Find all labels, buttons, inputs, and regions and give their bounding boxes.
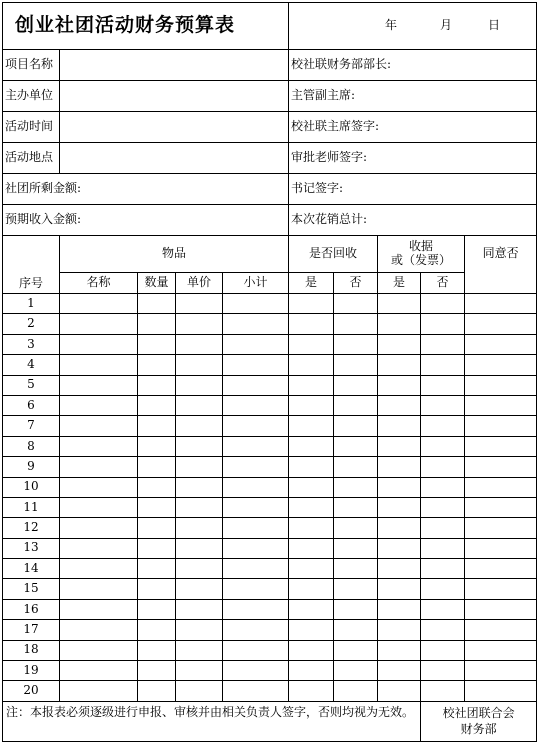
receipt-yes-cell[interactable] — [378, 375, 421, 395]
returned-yes-cell[interactable] — [289, 416, 334, 436]
name-cell[interactable] — [60, 559, 138, 579]
price-cell[interactable] — [176, 620, 223, 640]
name-cell[interactable] — [60, 661, 138, 681]
agree-cell[interactable] — [465, 294, 537, 314]
price-cell[interactable] — [176, 436, 223, 456]
info-row — [3, 174, 537, 205]
table-row — [3, 579, 537, 599]
price-cell[interactable] — [176, 375, 223, 395]
col-qty-header: 数量 — [138, 273, 176, 294]
price-cell[interactable] — [176, 314, 223, 334]
agree-cell[interactable] — [465, 538, 537, 558]
returned-no-cell[interactable] — [334, 640, 378, 660]
receipt-no-cell[interactable] — [421, 334, 465, 354]
price-cell[interactable] — [176, 416, 223, 436]
price-cell[interactable] — [176, 599, 223, 619]
row-number: 8 — [3, 436, 60, 456]
form-title: 创业社团活动财务预算表 — [3, 3, 289, 50]
col-receipt-no-header: 否 — [421, 273, 465, 294]
row-number: 10 — [3, 477, 60, 497]
item-rows — [3, 294, 537, 702]
returned-no-cell[interactable] — [334, 559, 378, 579]
subtotal-cell[interactable] — [223, 661, 289, 681]
returned-no-cell[interactable] — [334, 681, 378, 701]
subtotal-cell[interactable] — [223, 294, 289, 314]
receipt-no-cell[interactable] — [421, 518, 465, 538]
agree-header: 同意否 — [465, 236, 537, 294]
price-cell[interactable] — [176, 294, 223, 314]
info-label: 主办单位 — [3, 81, 60, 112]
receipt-no-cell[interactable] — [421, 538, 465, 558]
table-row — [3, 559, 537, 579]
row-number: 18 — [3, 640, 60, 660]
receipt-yes-cell[interactable] — [378, 640, 421, 660]
receipt-header — [378, 236, 465, 273]
subtotal-cell[interactable] — [223, 395, 289, 415]
subtotal-cell[interactable] — [223, 681, 289, 701]
agree-cell[interactable] — [465, 375, 537, 395]
info-row — [3, 50, 537, 81]
subtotal-cell[interactable] — [223, 620, 289, 640]
returned-no-cell[interactable] — [334, 355, 378, 375]
subtotal-cell[interactable] — [223, 579, 289, 599]
returned-no-cell[interactable] — [334, 477, 378, 497]
name-cell[interactable] — [60, 294, 138, 314]
table-row — [3, 334, 537, 354]
price-cell[interactable] — [176, 395, 223, 415]
returned-no-cell[interactable] — [334, 497, 378, 517]
subtotal-cell[interactable] — [223, 640, 289, 660]
table-row — [3, 599, 537, 619]
date-year: 年 — [385, 18, 398, 33]
signature-label: 校社联主席签字: — [289, 112, 537, 143]
name-cell[interactable] — [60, 457, 138, 477]
table-row — [3, 355, 537, 375]
receipt-no-cell[interactable] — [421, 314, 465, 334]
qty-cell[interactable] — [138, 538, 176, 558]
qty-cell[interactable] — [138, 334, 176, 354]
receipt-yes-cell[interactable] — [378, 620, 421, 640]
receipt-yes-cell[interactable] — [378, 559, 421, 579]
info-label: 预期收入金额: — [3, 205, 289, 236]
name-cell[interactable] — [60, 375, 138, 395]
col-receipt-yes-header: 是 — [378, 273, 421, 294]
receipt-yes-cell[interactable] — [378, 457, 421, 477]
name-cell[interactable] — [60, 579, 138, 599]
info-field[interactable] — [60, 50, 289, 81]
table-column-header — [3, 273, 537, 294]
agree-cell[interactable] — [465, 661, 537, 681]
subtotal-cell[interactable] — [223, 375, 289, 395]
qty-cell[interactable] — [138, 599, 176, 619]
row-number: 17 — [3, 620, 60, 640]
row-number: 4 — [3, 355, 60, 375]
table-row — [3, 436, 537, 456]
subtotal-cell[interactable] — [223, 416, 289, 436]
table-row — [3, 518, 537, 538]
returned-no-cell[interactable] — [334, 375, 378, 395]
name-cell[interactable] — [60, 477, 138, 497]
returned-no-cell[interactable] — [334, 661, 378, 681]
row-number: 7 — [3, 416, 60, 436]
date-month: 月 — [440, 18, 453, 33]
qty-cell[interactable] — [138, 355, 176, 375]
agree-cell[interactable] — [465, 579, 537, 599]
table-row — [3, 640, 537, 660]
name-cell[interactable] — [60, 355, 138, 375]
returned-yes-cell[interactable] — [289, 457, 334, 477]
name-cell[interactable] — [60, 599, 138, 619]
qty-cell[interactable] — [138, 457, 176, 477]
returned-yes-cell[interactable] — [289, 395, 334, 415]
row-number: 20 — [3, 681, 60, 701]
table-row — [3, 395, 537, 415]
receipt-header-line1: 收据 — [409, 239, 434, 254]
receipt-yes-cell[interactable] — [378, 294, 421, 314]
row-number: 15 — [3, 579, 60, 599]
price-cell[interactable] — [176, 457, 223, 477]
qty-cell[interactable] — [138, 314, 176, 334]
returned-yes-cell[interactable] — [289, 355, 334, 375]
info-label: 项目名称 — [3, 50, 60, 81]
qty-cell[interactable] — [138, 620, 176, 640]
agree-cell[interactable] — [465, 497, 537, 517]
table-row — [3, 416, 537, 436]
price-cell[interactable] — [176, 640, 223, 660]
qty-cell[interactable] — [138, 375, 176, 395]
info-field[interactable] — [60, 81, 289, 112]
price-cell[interactable] — [176, 579, 223, 599]
subtotal-cell[interactable] — [223, 518, 289, 538]
receipt-yes-cell[interactable] — [378, 497, 421, 517]
table-row — [3, 294, 537, 314]
receipt-yes-cell[interactable] — [378, 416, 421, 436]
qty-cell[interactable] — [138, 395, 176, 415]
date-line — [289, 3, 537, 50]
footer-org-line1: 校社团联合会 — [442, 705, 515, 720]
table-row — [3, 681, 537, 701]
signature-label: 主管副主席: — [289, 81, 537, 112]
receipt-no-cell[interactable] — [421, 579, 465, 599]
col-seq-header: 序号 — [3, 236, 60, 294]
subtotal-cell[interactable] — [223, 559, 289, 579]
info-label: 活动地点 — [3, 143, 60, 174]
receipt-no-cell[interactable] — [421, 559, 465, 579]
returned-yes-cell[interactable] — [289, 681, 334, 701]
returned-yes-cell[interactable] — [289, 579, 334, 599]
receipt-no-cell[interactable] — [421, 681, 465, 701]
returned-yes-cell[interactable] — [289, 640, 334, 660]
returned-yes-cell[interactable] — [289, 334, 334, 354]
info-row — [3, 143, 537, 174]
subtotal-cell[interactable] — [223, 457, 289, 477]
returned-yes-cell[interactable] — [289, 477, 334, 497]
budget-form — [2, 2, 536, 747]
name-cell[interactable] — [60, 436, 138, 456]
returned-no-cell[interactable] — [334, 457, 378, 477]
price-cell[interactable] — [176, 334, 223, 354]
row-number: 16 — [3, 599, 60, 619]
info-label: 社团所剩金额: — [3, 174, 289, 205]
receipt-no-cell[interactable] — [421, 457, 465, 477]
price-cell[interactable] — [176, 661, 223, 681]
info-row — [3, 205, 537, 236]
date-day: 日 — [488, 18, 501, 33]
col-name-header: 名称 — [60, 273, 138, 294]
table-row — [3, 620, 537, 640]
receipt-yes-cell[interactable] — [378, 334, 421, 354]
returned-no-cell[interactable] — [334, 518, 378, 538]
receipt-no-cell[interactable] — [421, 661, 465, 681]
price-cell[interactable] — [176, 681, 223, 701]
agree-cell[interactable] — [465, 436, 537, 456]
agree-cell[interactable] — [465, 477, 537, 497]
info-row — [3, 112, 537, 143]
price-cell[interactable] — [176, 518, 223, 538]
table-row — [3, 375, 537, 395]
returned-yes-cell[interactable] — [289, 599, 334, 619]
info-label: 活动时间 — [3, 112, 60, 143]
qty-cell[interactable] — [138, 681, 176, 701]
footer-row — [3, 701, 537, 741]
name-cell[interactable] — [60, 518, 138, 538]
agree-cell[interactable] — [465, 457, 537, 477]
row-number: 3 — [3, 334, 60, 354]
price-cell[interactable] — [176, 559, 223, 579]
receipt-yes-cell[interactable] — [378, 436, 421, 456]
receipt-no-cell[interactable] — [421, 436, 465, 456]
signature-label: 校社联财务部部长: — [289, 50, 537, 81]
agree-cell[interactable] — [465, 599, 537, 619]
agree-cell[interactable] — [465, 640, 537, 660]
receipt-header-line2: 或（发票） — [391, 253, 452, 267]
subtotal-cell[interactable] — [223, 538, 289, 558]
table-row — [3, 497, 537, 517]
footer-org-line2: 财务部 — [460, 722, 497, 736]
signature-label: 书记签字: — [289, 174, 537, 205]
returned-no-cell[interactable] — [334, 538, 378, 558]
qty-cell[interactable] — [138, 436, 176, 456]
items-header: 物品 — [60, 236, 289, 273]
table-row — [3, 477, 537, 497]
col-returned-yes-header: 是 — [289, 273, 334, 294]
col-price-header: 单价 — [176, 273, 223, 294]
subtotal-cell[interactable] — [223, 477, 289, 497]
receipt-no-cell[interactable] — [421, 620, 465, 640]
row-number: 6 — [3, 395, 60, 415]
row-number: 12 — [3, 518, 60, 538]
returned-yes-cell[interactable] — [289, 620, 334, 640]
agree-cell[interactable] — [465, 518, 537, 538]
name-cell[interactable] — [60, 334, 138, 354]
returned-yes-cell[interactable] — [289, 314, 334, 334]
returned-no-cell[interactable] — [334, 436, 378, 456]
receipt-yes-cell[interactable] — [378, 681, 421, 701]
receipt-yes-cell[interactable] — [378, 538, 421, 558]
receipt-no-cell[interactable] — [421, 599, 465, 619]
name-cell[interactable] — [60, 497, 138, 517]
qty-cell[interactable] — [138, 518, 176, 538]
returned-yes-cell[interactable] — [289, 538, 334, 558]
agree-cell[interactable] — [465, 314, 537, 334]
signature-label: 本次花销总计: — [289, 205, 537, 236]
info-field[interactable] — [60, 112, 289, 143]
name-cell[interactable] — [60, 395, 138, 415]
agree-cell[interactable] — [465, 355, 537, 375]
qty-cell[interactable] — [138, 579, 176, 599]
subtotal-cell[interactable] — [223, 436, 289, 456]
qty-cell[interactable] — [138, 294, 176, 314]
name-cell[interactable] — [60, 640, 138, 660]
returned-yes-cell[interactable] — [289, 518, 334, 538]
info-row — [3, 81, 537, 112]
receipt-no-cell[interactable] — [421, 640, 465, 660]
row-number: 11 — [3, 497, 60, 517]
agree-cell[interactable] — [465, 681, 537, 701]
row-number: 14 — [3, 559, 60, 579]
table-row — [3, 661, 537, 681]
receipt-yes-cell[interactable] — [378, 477, 421, 497]
receipt-no-cell[interactable] — [421, 294, 465, 314]
row-number: 9 — [3, 457, 60, 477]
returned-yes-cell[interactable] — [289, 661, 334, 681]
receipt-yes-cell[interactable] — [378, 355, 421, 375]
subtotal-cell[interactable] — [223, 314, 289, 334]
agree-cell[interactable] — [465, 559, 537, 579]
receipt-yes-cell[interactable] — [378, 661, 421, 681]
qty-cell[interactable] — [138, 497, 176, 517]
price-cell[interactable] — [176, 477, 223, 497]
receipt-no-cell[interactable] — [421, 375, 465, 395]
receipt-no-cell[interactable] — [421, 416, 465, 436]
row-number: 13 — [3, 538, 60, 558]
table-row — [3, 538, 537, 558]
returned-no-cell[interactable] — [334, 599, 378, 619]
returned-no-cell[interactable] — [334, 334, 378, 354]
returned-no-cell[interactable] — [334, 416, 378, 436]
returned-yes-cell[interactable] — [289, 294, 334, 314]
subtotal-cell[interactable] — [223, 334, 289, 354]
price-cell[interactable] — [176, 497, 223, 517]
table-row — [3, 457, 537, 477]
receipt-yes-cell[interactable] — [378, 518, 421, 538]
price-cell[interactable] — [176, 355, 223, 375]
receipt-yes-cell[interactable] — [378, 579, 421, 599]
agree-cell[interactable] — [465, 416, 537, 436]
receipt-no-cell[interactable] — [421, 477, 465, 497]
footer-note: 注：本报表必须逐级进行申报、审核并由相关负责人签字，否则均视为无效。 — [3, 701, 421, 741]
table-group-header — [3, 236, 537, 273]
table-row — [3, 314, 537, 334]
agree-cell[interactable] — [465, 620, 537, 640]
subtotal-cell[interactable] — [223, 599, 289, 619]
info-field[interactable] — [60, 143, 289, 174]
qty-cell[interactable] — [138, 477, 176, 497]
qty-cell[interactable] — [138, 640, 176, 660]
receipt-yes-cell[interactable] — [378, 599, 421, 619]
receipt-yes-cell[interactable] — [378, 395, 421, 415]
signature-label: 审批老师签字: — [289, 143, 537, 174]
returned-no-cell[interactable] — [334, 620, 378, 640]
qty-cell[interactable] — [138, 416, 176, 436]
name-cell[interactable] — [60, 314, 138, 334]
col-returned-no-header: 否 — [334, 273, 378, 294]
name-cell[interactable] — [60, 416, 138, 436]
subtotal-cell[interactable] — [223, 497, 289, 517]
name-cell[interactable] — [60, 538, 138, 558]
col-subtotal-header: 小计 — [223, 273, 289, 294]
subtotal-cell[interactable] — [223, 355, 289, 375]
qty-cell[interactable] — [138, 661, 176, 681]
receipt-no-cell[interactable] — [421, 395, 465, 415]
receipt-no-cell[interactable] — [421, 355, 465, 375]
returned-no-cell[interactable] — [334, 294, 378, 314]
row-number: 1 — [3, 294, 60, 314]
agree-cell[interactable] — [465, 334, 537, 354]
returned-yes-cell[interactable] — [289, 497, 334, 517]
price-cell[interactable] — [176, 538, 223, 558]
agree-cell[interactable] — [465, 395, 537, 415]
row-number: 2 — [3, 314, 60, 334]
returned-no-cell[interactable] — [334, 314, 378, 334]
returned-header: 是否回收 — [289, 236, 378, 273]
receipt-yes-cell[interactable] — [378, 314, 421, 334]
budget-table — [2, 2, 537, 742]
returned-no-cell[interactable] — [334, 395, 378, 415]
returned-yes-cell[interactable] — [289, 436, 334, 456]
footer-org — [421, 701, 537, 741]
returned-no-cell[interactable] — [334, 579, 378, 599]
row-number: 19 — [3, 661, 60, 681]
info-section — [3, 50, 537, 236]
receipt-no-cell[interactable] — [421, 497, 465, 517]
row-number: 5 — [3, 375, 60, 395]
name-cell[interactable] — [60, 620, 138, 640]
returned-yes-cell[interactable] — [289, 375, 334, 395]
qty-cell[interactable] — [138, 559, 176, 579]
returned-yes-cell[interactable] — [289, 559, 334, 579]
name-cell[interactable] — [60, 681, 138, 701]
